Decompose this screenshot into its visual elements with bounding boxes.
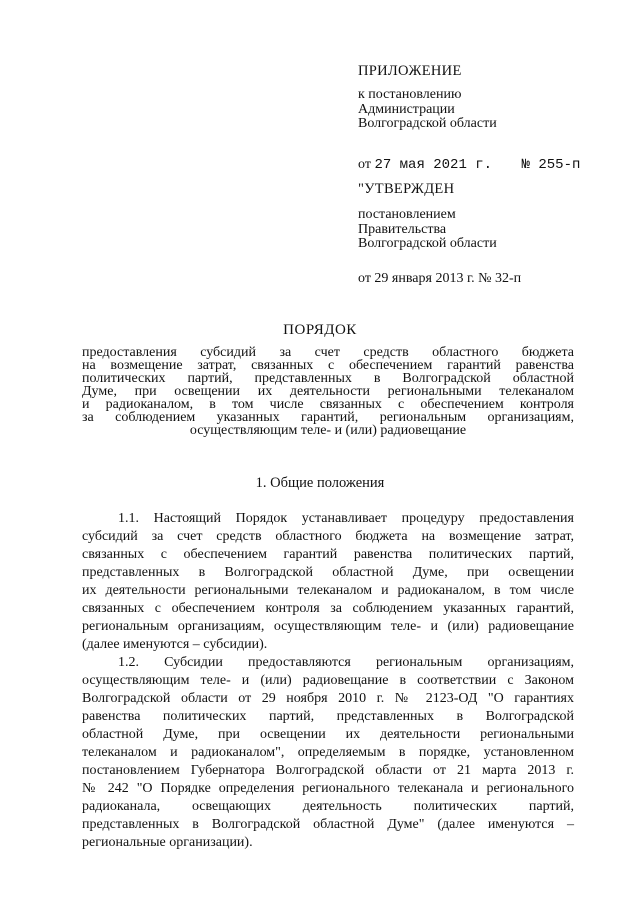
subtitle-line: на возмещение затрат, связанных с обеспечением гарантий равенства — [82, 358, 574, 373]
document-body — [82, 510, 574, 852]
paragraph-line: региональные организации). — [82, 835, 253, 850]
paragraph-line: Волгоградской области от 29 ноября 2010 г. № 2123-ОД "О гарантиях — [82, 691, 574, 706]
appendix-block — [358, 62, 618, 174]
subtitle-line: за соблюдением указанных гарантий, региональным организациям, — [82, 410, 574, 425]
appendix-date: 27 мая 2021 г. — [374, 156, 493, 173]
subtitle-line: Думе, при освещении их деятельности региональными телеканалом — [82, 384, 574, 399]
paragraph-line: представленных в Волгоградской областной Думе" (далее именуются – — [82, 817, 574, 832]
approved-block — [358, 180, 618, 288]
subtitle-line: предоставления субсидий за счет средств областного бюджета — [82, 345, 574, 360]
paragraph-1-1 — [82, 510, 574, 654]
appendix-line: Администрации — [358, 101, 455, 117]
document-title: ПОРЯДОК — [283, 322, 357, 338]
paragraph-line: осуществляющим теле- и (или) радиовещание в соответствии с Законом — [82, 673, 574, 688]
paragraph-line: 1.2. Субсидии предоставляются региональным организациям, — [118, 655, 574, 670]
appendix-line: Волгоградской области — [358, 116, 497, 131]
paragraph-line: (далее именуются – субсидии). — [82, 637, 268, 652]
paragraph-line: равенства политических партий, представленных в Волгоградской — [82, 709, 574, 724]
approved-heading: "УТВЕРЖДЕН — [358, 181, 455, 197]
appendix-line: к постановлению — [358, 87, 462, 102]
appendix-number: № 255-п — [521, 156, 581, 173]
appendix-dateline — [358, 156, 618, 174]
paragraph-1-2 — [82, 654, 574, 852]
paragraph-line: связанных с обеспечением контроля за соблюдением указанных гарантий, — [82, 601, 574, 616]
paragraph-line: представленных в Волгоградской областной Думе, при освещении — [82, 565, 574, 580]
paragraph-line: 1.1. Настоящий Порядок устанавливает процедуру предоставления — [118, 511, 574, 526]
subtitle-line: и радиоканалом, в том числе связанных с обеспечением контроля — [82, 397, 574, 412]
paragraph-line: телеканалом и радиоканалом", определяемым в порядке, установленном — [82, 745, 574, 760]
appendix-date-prefix: от — [358, 156, 371, 172]
section-title: 1. Общие положения — [255, 475, 385, 491]
approved-line: постановлением — [358, 207, 456, 222]
approved-line: Правительства — [358, 221, 447, 237]
subtitle-line: осуществляющим теле- и (или) радиовещание — [189, 423, 467, 438]
approved-line: Волгоградской области — [358, 236, 497, 251]
paragraph-line: их деятельности региональными телеканалом и радиоканалом, в том числе — [82, 583, 574, 598]
paragraph-line: региональным организациям, осуществляющим теле- и (или) радиовещание — [82, 619, 574, 634]
approved-dateline: от 29 января 2013 г. № 32-п — [358, 270, 522, 286]
paragraph-line: постановлением Губернатора Волгоградской области от 21 марта 2013 г. — [82, 763, 574, 778]
paragraph-line: субсидий за счет средств областного бюджета на возмещение затрат, — [82, 529, 574, 544]
appendix-heading: ПРИЛОЖЕНИЕ — [358, 63, 462, 79]
paragraph-line: связанных с обеспечением гарантий равенства политических партий, — [82, 547, 574, 562]
paragraph-line: № 242 "О Порядке определения регионального телеканала и регионального — [82, 781, 574, 796]
document-subtitle — [82, 346, 574, 437]
subtitle-line: политических партий, представленных в Волгоградской областной — [82, 371, 574, 386]
paragraph-line: радиоканала, освещающих деятельность политических партий, — [82, 799, 574, 814]
paragraph-line: областной Думе, при освещении их деятельности региональными — [82, 727, 574, 742]
